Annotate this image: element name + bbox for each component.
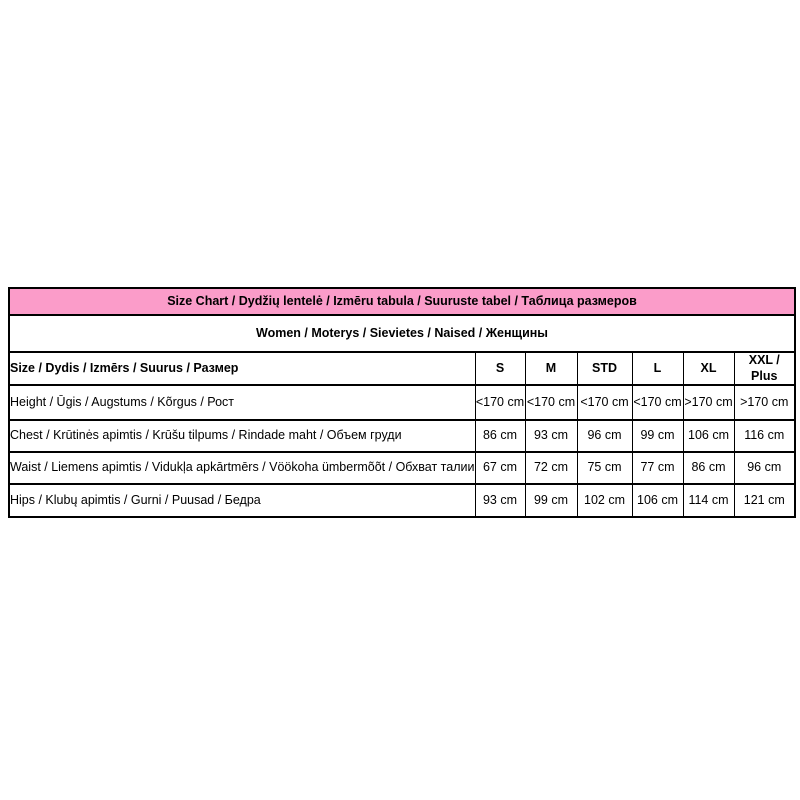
waist-value-l: 77 cm <box>632 452 683 484</box>
table-row-hips <box>9 484 795 517</box>
size-column-l: L <box>632 352 683 385</box>
size-header-label: Size / Dydis / Izmērs / Suurus / Размер <box>9 352 475 385</box>
size-column-xxl-plus: XXL / Plus <box>734 352 795 385</box>
size-column-m: M <box>525 352 577 385</box>
table-row-chest <box>9 420 795 452</box>
chest-value-xxl: 116 cm <box>734 420 795 452</box>
hips-value-l: 106 cm <box>632 484 683 517</box>
height-value-xl: >170 cm <box>683 385 734 420</box>
gender-subtitle: Women / Moterys / Sievietes / Naised / Женщины <box>9 315 795 352</box>
height-value-std: <170 cm <box>577 385 632 420</box>
waist-value-std: 75 cm <box>577 452 632 484</box>
size-chart-title: Size Chart / Dydžių lentelė / Izmēru tabula / Suuruste tabel / Таблица размеров <box>9 288 795 315</box>
hips-value-xl: 114 cm <box>683 484 734 517</box>
subtitle-row <box>9 315 795 352</box>
table-row-height <box>9 385 795 420</box>
chest-value-l: 99 cm <box>632 420 683 452</box>
hips-value-std: 102 cm <box>577 484 632 517</box>
hips-value-s: 93 cm <box>475 484 525 517</box>
chest-value-s: 86 cm <box>475 420 525 452</box>
title-row <box>9 288 795 315</box>
hips-value-xxl: 121 cm <box>734 484 795 517</box>
waist-value-s: 67 cm <box>475 452 525 484</box>
height-value-xxl: >170 cm <box>734 385 795 420</box>
waist-value-xl: 86 cm <box>683 452 734 484</box>
row-label-hips: Hips / Klubų apimtis / Gurni / Puusad / Бедра <box>9 484 475 517</box>
height-value-s: <170 cm <box>475 385 525 420</box>
row-label-waist: Waist / Liemens apimtis / Vidukļa apkārtmērs / Vöökoha ümbermõõt / Обхват талии <box>9 452 475 484</box>
table-row-waist <box>9 452 795 484</box>
waist-value-m: 72 cm <box>525 452 577 484</box>
height-value-m: <170 cm <box>525 385 577 420</box>
chest-value-xl: 106 cm <box>683 420 734 452</box>
row-label-chest: Chest / Krūtinės apimtis / Krūšu tilpums / Rindade maht / Объем груди <box>9 420 475 452</box>
size-column-xl: XL <box>683 352 734 385</box>
chest-value-m: 93 cm <box>525 420 577 452</box>
row-label-height: Height / Ūgis / Augstums / Kõrgus / Рост <box>9 385 475 420</box>
size-header-row <box>9 352 795 385</box>
waist-value-xxl: 96 cm <box>734 452 795 484</box>
size-column-std: STD <box>577 352 632 385</box>
chest-value-std: 96 cm <box>577 420 632 452</box>
size-chart-table <box>8 287 796 518</box>
size-column-s: S <box>475 352 525 385</box>
height-value-l: <170 cm <box>632 385 683 420</box>
hips-value-m: 99 cm <box>525 484 577 517</box>
